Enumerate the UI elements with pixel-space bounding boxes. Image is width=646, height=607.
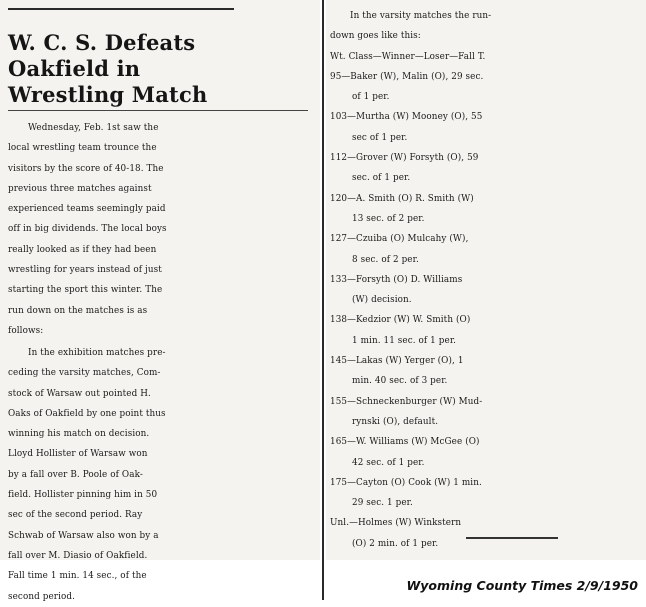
text-line: down goes like this: bbox=[330, 31, 421, 42]
result-line: (O) 2 min. of 1 per. bbox=[352, 538, 439, 549]
result-line: 103—Murtha (W) Mooney (O), 55 bbox=[330, 112, 483, 123]
text-line: visitors by the score of 40-18. The bbox=[8, 163, 164, 174]
result-line: sec. of 1 per. bbox=[352, 173, 411, 184]
text-line: stock of Warsaw out pointed H. bbox=[8, 388, 151, 399]
text-line: Schwab of Warsaw also won by a bbox=[8, 530, 159, 541]
exhibition-paragraph bbox=[8, 343, 314, 607]
text-line: In the varsity matches the run- bbox=[350, 11, 492, 21]
column-divider bbox=[322, 0, 324, 600]
result-line: 165—W. Williams (W) McGee (O) bbox=[330, 437, 480, 448]
text-line: local wrestling team trounce the bbox=[8, 143, 157, 154]
result-line: 1 min. 11 sec. of 1 per. bbox=[352, 335, 457, 346]
right-column bbox=[326, 0, 646, 560]
result-line: 120—A. Smith (O) R. Smith (W) bbox=[330, 193, 474, 204]
result-line: 112—Grover (W) Forsyth (O), 59 bbox=[330, 153, 479, 164]
result-line: rynski (O), default. bbox=[352, 416, 439, 427]
text-line: experienced teams seemingly paid bbox=[8, 204, 166, 215]
text-line: fall over M. Diasio of Oakfield. bbox=[8, 550, 148, 561]
result-line: 95—Baker (W), Malin (O), 29 sec. bbox=[330, 71, 484, 82]
result-line: Unl.—Holmes (W) Winkstern bbox=[330, 518, 462, 529]
text-line: field. Hollister pinning him in 50 bbox=[8, 490, 158, 501]
result-line: 8 sec. of 2 per. bbox=[352, 254, 419, 265]
text-line: Fall time 1 min. 14 sec., of the bbox=[8, 571, 147, 582]
text-line: Oaks of Oakfield by one point thus bbox=[8, 408, 166, 419]
text-line: really looked as if they had been bbox=[8, 244, 157, 255]
result-line: (W) decision. bbox=[352, 295, 412, 306]
text-line: winning his match on decision. bbox=[8, 429, 150, 440]
text-line: sec of the second period. Ray bbox=[8, 510, 143, 521]
results-header: Wt. Class—Winner—Loser—Fall T. bbox=[330, 51, 486, 62]
text-line: starting the sport this winter. The bbox=[8, 285, 163, 296]
end-rule bbox=[466, 537, 558, 539]
headline-line: W. C. S. Defeats bbox=[8, 30, 196, 55]
text-line: by a fall over B. Poole of Oak- bbox=[8, 469, 143, 480]
text-line: off in big dividends. The local boys bbox=[8, 224, 167, 235]
result-line: of 1 per. bbox=[352, 92, 390, 103]
text-line: second period. bbox=[8, 591, 76, 602]
result-line: 175—Cayton (O) Cook (W) 1 min. bbox=[330, 477, 482, 488]
result-line: 127—Czuiba (O) Mulcahy (W), bbox=[330, 234, 469, 245]
result-line: min. 40 sec. of 3 per. bbox=[352, 376, 448, 387]
text-line: Wednesday, Feb. 1st saw the bbox=[28, 123, 159, 133]
result-line: 133—Forsyth (O) D. Williams bbox=[330, 274, 463, 285]
result-line: 145—Lakas (W) Yerger (O), 1 bbox=[330, 356, 464, 367]
result-line: 138—Kedzior (W) W. Smith (O) bbox=[330, 315, 471, 326]
text-line: previous three matches against bbox=[8, 183, 152, 194]
result-line: sec of 1 per. bbox=[352, 132, 408, 143]
headline bbox=[8, 30, 207, 108]
text-line: follows: bbox=[8, 325, 44, 336]
left-column bbox=[0, 0, 320, 602]
source-credit: Wyoming County Times 2/9/1950 bbox=[406, 578, 638, 593]
text-line: Lloyd Hollister of Warsaw won bbox=[8, 449, 148, 460]
headline-line: Oakfield in bbox=[8, 56, 141, 81]
result-line: 42 sec. of 1 per. bbox=[352, 457, 425, 468]
result-line: 155—Schneckenburger (W) Mud- bbox=[330, 396, 483, 407]
top-rule bbox=[8, 8, 234, 10]
text-line: run down on the matches is as bbox=[8, 305, 148, 316]
result-line: 13 sec. of 2 per. bbox=[352, 213, 425, 224]
headline-line: Wrestling Match bbox=[8, 82, 208, 107]
headline-rule bbox=[8, 110, 308, 111]
result-line: 29 sec. 1 per. bbox=[352, 498, 413, 509]
text-line: wrestling for years instead of just bbox=[8, 265, 162, 276]
text-line: ceding the varsity matches, Com- bbox=[8, 368, 161, 379]
intro-paragraph bbox=[8, 118, 314, 341]
varsity-results bbox=[330, 6, 642, 554]
text-line: In the exhibition matches pre- bbox=[28, 348, 166, 358]
